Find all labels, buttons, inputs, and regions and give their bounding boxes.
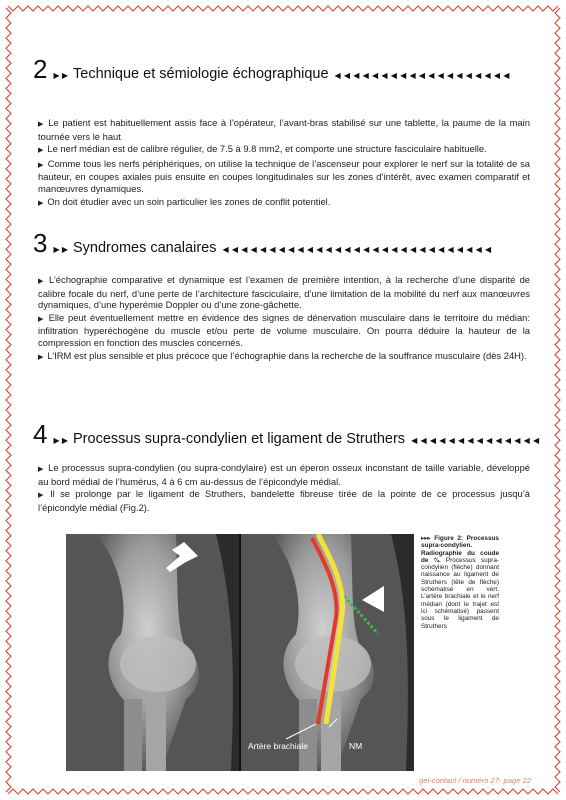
bullet-paragraph: ▶ Il se prolonge par le ligament de Struthers, bandelette fibreuse tirée de la pointe de ce processus jusqu’à l’épicondyle médial (Fig.2). — [38, 488, 530, 513]
bullet-icon: ▶ — [38, 121, 45, 128]
bullet-paragraph: ▶ L’IRM est plus sensible et plus précoce que l’échographie dans la recherche de la souffrance musculaire (dès 24H). — [38, 349, 527, 361]
bullet-icon: ▶ — [38, 353, 44, 361]
section-title: Syndromes canalaires — [73, 240, 217, 256]
bullet-paragraph: ▶ L’échographie comparative et dynamique est l’examen de première intention, à la recherche d’une disparité de calibre focale du nerf, d’une perte de l’architecture fasciculaire, d’une limitation de la mobilité du nerf aux manœuvres dynamiques, d’une hyperémie Doppler ou d’une zone-gâchette. — [38, 274, 531, 311]
bullet-paragraph: ▶ Le patient est habituellement assis face à l’opérateur, l’avant-bras stabilisé sur une tablette, la paume de la main tournée vers le haut — [38, 117, 530, 142]
caption-text: Processus supra-condylien (flèche) donnant naissance au ligament de Struthers (tête de flèche) schématisé en vert. L’artère brachiale et le nerf médian (dont le trajet est ici schématisé) passent sous le ligament de Struthers — [421, 556, 499, 630]
chevron-trail-icon: ◀ ◀ ◀ ◀ ◀ ◀ ◀ ◀ ◀ ◀ ◀ ◀ ◀ ◀ ◀ ◀ ◀ ◀ ◀ ◀ ◀ ◀ ◀ ◀ ◀ ◀ ◀ ◀ ◀ — [222, 245, 492, 254]
bullet-icon: ▶ — [38, 492, 47, 500]
caption-marker: ▸▸▸ — [421, 535, 431, 542]
zigzag-edge — [8, 789, 558, 794]
xray-figure — [66, 534, 414, 771]
section-heading-3 — [33, 230, 492, 256]
page-footer: gel-contact / numéro 27- page 22 — [419, 776, 531, 785]
double-chevron-icon: ▶ ▶ — [53, 436, 68, 445]
bullet-icon: ▶ — [38, 315, 45, 323]
section-body-2 — [38, 117, 530, 210]
label-nerve: NM — [349, 741, 363, 751]
bullet-icon: ▶ — [38, 199, 44, 207]
double-chevron-icon: ▶ ▶ — [53, 71, 68, 80]
section-number: 2 — [33, 54, 48, 84]
section-title: Technique et sémiologie échographique — [73, 66, 329, 82]
double-chevron-icon: ▶ ▶ — [53, 245, 68, 254]
section-body-3 — [38, 274, 530, 364]
figure-caption — [421, 535, 499, 630]
section-title: Processus supra-condylien et ligament de Struthers — [73, 431, 406, 447]
section-heading-4 — [33, 421, 540, 447]
chevron-trail-icon: ◀ ◀ ◀ ◀ ◀ ◀ ◀ ◀ ◀ ◀ ◀ ◀ ◀ ◀ ◀ ◀ ◀ ◀ ◀ — [334, 71, 510, 80]
section-heading-2 — [33, 56, 510, 82]
xray-image — [66, 534, 414, 771]
bullet-paragraph: ▶ Le processus supra-condylien (ou supra-condylaire) est un éperon osseux inconstant de taille variable, développé au bord médial de l’humérus, 4 à 6 cm au-dessus de l’épicondyle médial. — [38, 462, 531, 487]
bullet-paragraph: ▶ Elle peut éventuellement mettre en évidence des signes de dénervation musculaire dans le territoire du médian: infiltration hyperéchogène du muscle et/ou perte de volume musculaire. On pourra déduire la hauteur de la compression en fonction des muscles concernés. — [38, 311, 530, 348]
zigzag-edge — [6, 8, 11, 792]
bullet-paragraph: ▶ Le nerf médian est de calibre régulier, de 7.5 à 9.8 mm2, et comporte une structure fasciculaire habituelle. — [38, 143, 487, 155]
label-artery: Artère brachiale — [248, 741, 309, 751]
bullet-paragraph: ▶ On doit étudier avec un soin particulier les zones de conflit potentiel. — [38, 195, 331, 207]
bullet-paragraph: ▶ Comme tous les nerfs périphériques, on utilise la technique de l’ascenseur pour explorer le nerf sur la totalité de sa hauteur, en coupes axiales puis ensuite en coupes longitudinales sur les zones d’intérêt, avec examen comparatif et manœuvres dynamiques. — [38, 157, 531, 194]
bullet-icon: ▶ — [38, 147, 44, 155]
zigzag-edge — [555, 8, 560, 792]
bullet-icon: ▶ — [38, 466, 45, 473]
bullet-icon: ▶ — [38, 161, 44, 169]
bullet-icon: ▶ — [38, 278, 46, 285]
section-body-4 — [38, 462, 530, 514]
zigzag-edge — [8, 6, 558, 11]
section-number: 4 — [33, 419, 48, 449]
caption-title: Figure 2: Processus supra-condylien. Radiographie du coude de ¾. — [421, 535, 499, 564]
section-number: 3 — [33, 228, 48, 258]
chevron-trail-icon: ◀ ◀ ◀ ◀ ◀ ◀ ◀ ◀ ◀ ◀ ◀ ◀ ◀ ◀ — [411, 436, 540, 445]
